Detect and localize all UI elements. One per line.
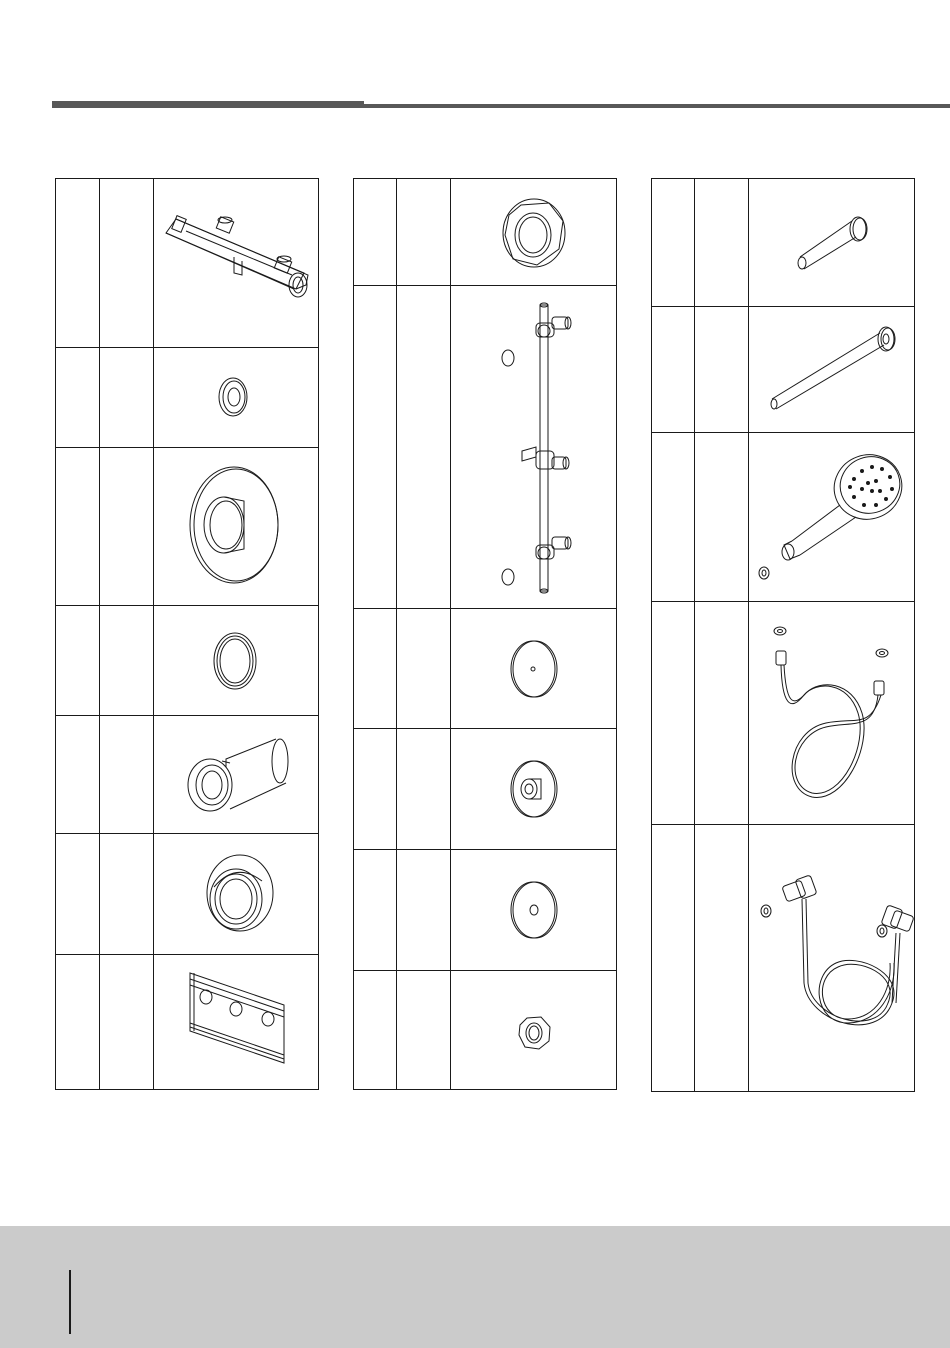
table-row-divider: [56, 347, 318, 348]
parts-table-1: [55, 178, 319, 1090]
short-pin-icon: [792, 213, 872, 273]
footer-rule: [69, 1270, 71, 1334]
mounting-bracket-icon: [184, 969, 290, 1067]
table-row-divider: [652, 432, 914, 433]
seal-ring-icon: [210, 629, 260, 693]
long-rod-icon: [762, 323, 902, 413]
footer-band: [0, 1226, 950, 1348]
extension-sleeve-icon: [186, 733, 296, 815]
header-rule-thin: [364, 104, 950, 108]
table-row-divider: [354, 849, 616, 850]
table-column-divider: [99, 179, 100, 1089]
shower-hose-icon: [772, 623, 896, 803]
flanged-bushing-icon: [200, 851, 276, 937]
table-column-divider: [450, 179, 451, 1089]
table-row-divider: [56, 833, 318, 834]
table-row-divider: [354, 285, 616, 286]
parts-table-2: [353, 178, 617, 1090]
slide-rail-icon: [494, 301, 578, 599]
large-washer-icon: [507, 878, 563, 942]
hex-nut-flange-icon: [501, 197, 567, 269]
stepped-washer-icon: [507, 757, 563, 821]
table-row-divider: [56, 447, 318, 448]
table-column-divider: [694, 179, 695, 1091]
header-rule-thick: [52, 101, 364, 108]
table-row-divider: [652, 824, 914, 825]
table-column-divider: [748, 179, 749, 1091]
table-row-divider: [652, 306, 914, 307]
table-row-divider: [354, 970, 616, 971]
table-row-divider: [652, 601, 914, 602]
hand-shower-icon: [758, 449, 908, 585]
flat-washer-icon: [213, 373, 253, 423]
angled-hose-icon: [758, 873, 908, 1059]
table-row-divider: [56, 715, 318, 716]
table-row-divider: [354, 728, 616, 729]
table-row-divider: [354, 608, 616, 609]
table-column-divider: [153, 179, 154, 1089]
small-nut-icon: [517, 1015, 553, 1051]
cover-plate-icon: [186, 463, 286, 587]
thermostatic-mixer-icon: [156, 209, 316, 319]
parts-table-3: [651, 178, 915, 1092]
table-column-divider: [396, 179, 397, 1089]
disc-washer-icon: [507, 637, 563, 701]
table-row-divider: [56, 605, 318, 606]
table-row-divider: [56, 954, 318, 955]
